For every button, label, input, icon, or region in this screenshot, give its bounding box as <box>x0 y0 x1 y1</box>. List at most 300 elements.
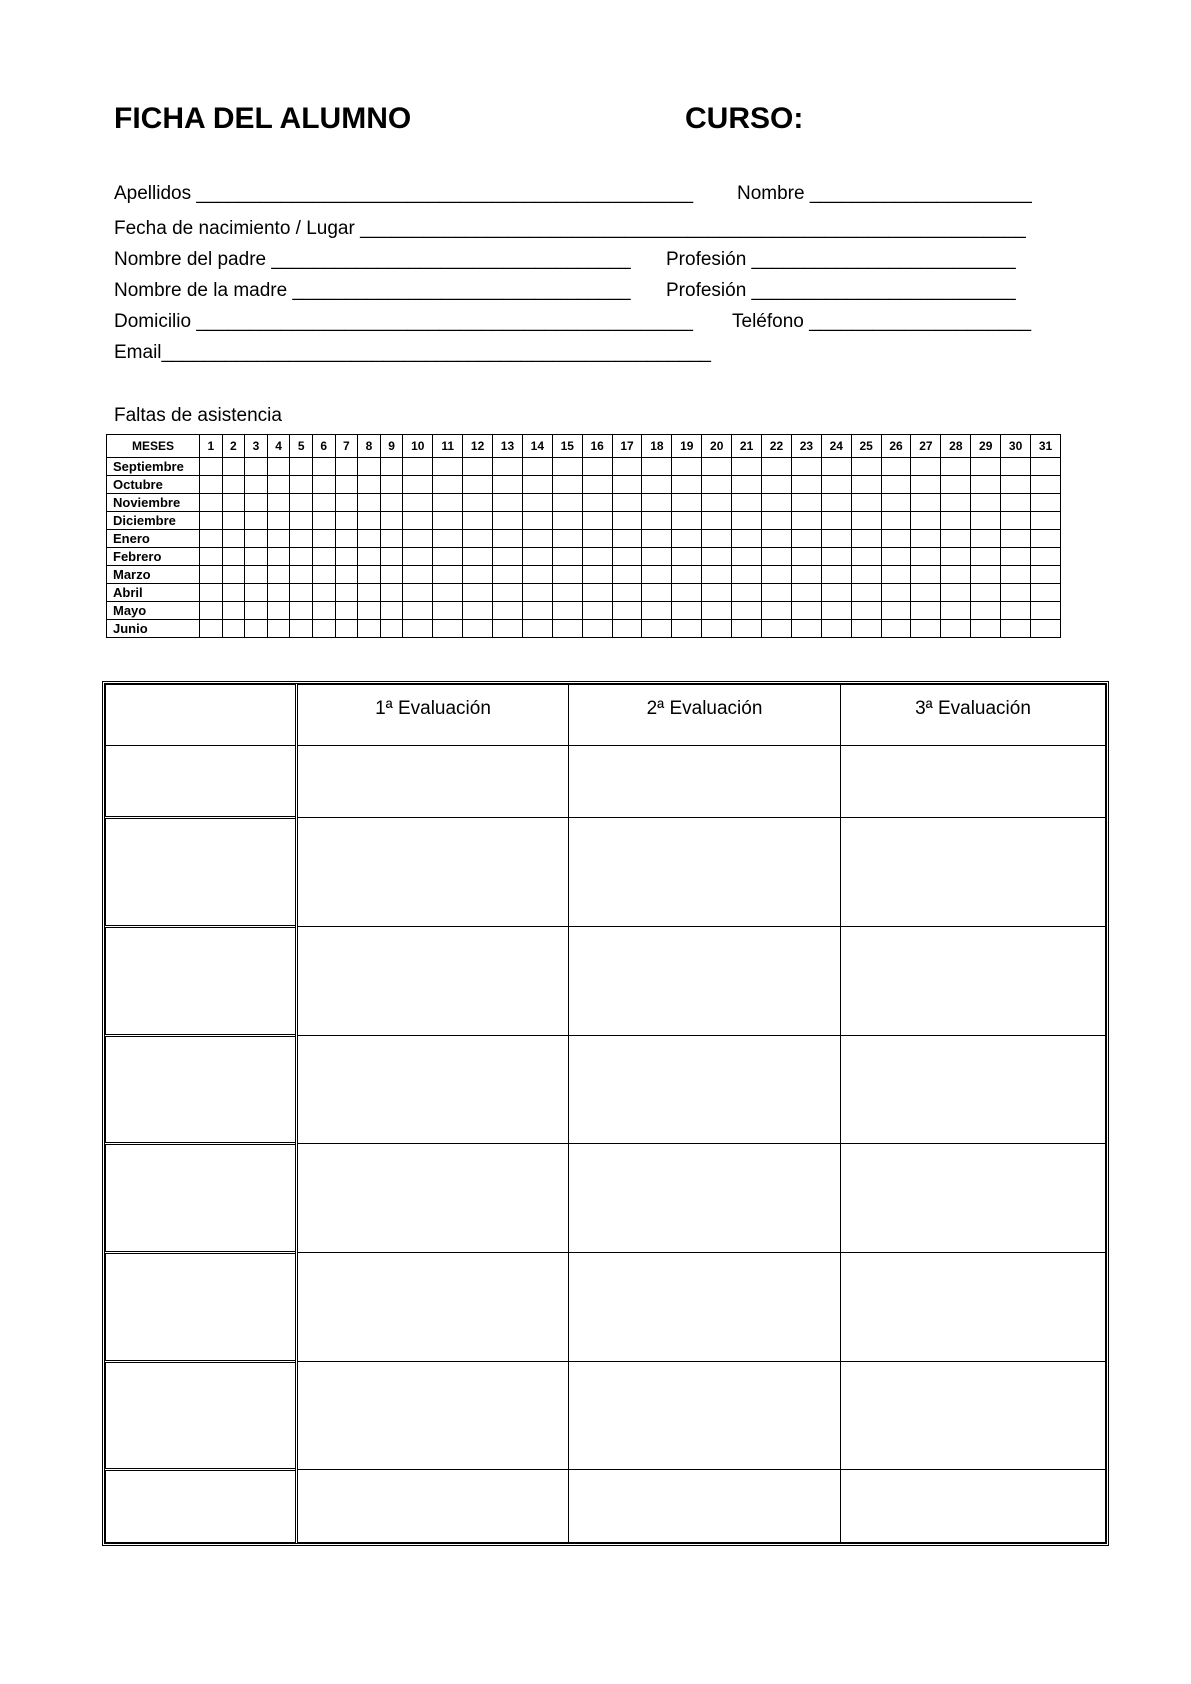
attendance-cell[interactable] <box>552 530 582 548</box>
grade-cell[interactable] <box>569 1361 841 1470</box>
attendance-cell[interactable] <box>522 602 552 620</box>
grade-cell[interactable] <box>297 1361 569 1470</box>
attendance-cell[interactable] <box>911 620 941 638</box>
grade-cell[interactable] <box>841 1035 1106 1144</box>
attendance-cell[interactable] <box>380 530 403 548</box>
attendance-cell[interactable] <box>791 530 821 548</box>
attendance-cell[interactable] <box>312 602 335 620</box>
grade-cell[interactable] <box>569 1253 841 1362</box>
attendance-cell[interactable] <box>941 566 971 584</box>
subject-cell[interactable] <box>106 1470 297 1543</box>
attendance-cell[interactable] <box>200 494 223 512</box>
grade-cell[interactable] <box>297 746 569 818</box>
attendance-cell[interactable] <box>762 548 792 566</box>
attendance-cell[interactable] <box>267 458 290 476</box>
attendance-cell[interactable] <box>522 584 552 602</box>
attendance-cell[interactable] <box>911 566 941 584</box>
grade-cell[interactable] <box>569 818 841 927</box>
attendance-cell[interactable] <box>732 512 762 530</box>
attendance-cell[interactable] <box>762 584 792 602</box>
attendance-cell[interactable] <box>1031 476 1061 494</box>
apellidos-field[interactable]: Apellidos _______________________________________________ <box>114 183 694 204</box>
attendance-cell[interactable] <box>612 458 642 476</box>
attendance-cell[interactable] <box>433 620 463 638</box>
attendance-cell[interactable] <box>335 620 358 638</box>
attendance-cell[interactable] <box>200 548 223 566</box>
attendance-cell[interactable] <box>493 476 523 494</box>
attendance-cell[interactable] <box>1031 494 1061 512</box>
subject-cell[interactable] <box>106 1144 297 1253</box>
attendance-cell[interactable] <box>522 566 552 584</box>
attendance-cell[interactable] <box>702 458 732 476</box>
attendance-cell[interactable] <box>642 530 672 548</box>
attendance-cell[interactable] <box>881 584 911 602</box>
attendance-cell[interactable] <box>1031 566 1061 584</box>
attendance-cell[interactable] <box>791 566 821 584</box>
attendance-cell[interactable] <box>702 620 732 638</box>
attendance-cell[interactable] <box>267 512 290 530</box>
attendance-cell[interactable] <box>672 494 702 512</box>
attendance-cell[interactable] <box>522 548 552 566</box>
attendance-cell[interactable] <box>403 548 433 566</box>
domicilio-field[interactable]: Domicilio _______________________________________________ <box>114 311 693 332</box>
attendance-cell[interactable] <box>433 512 463 530</box>
attendance-cell[interactable] <box>433 566 463 584</box>
attendance-cell[interactable] <box>941 620 971 638</box>
attendance-cell[interactable] <box>672 548 702 566</box>
attendance-cell[interactable] <box>403 494 433 512</box>
attendance-cell[interactable] <box>971 602 1001 620</box>
attendance-cell[interactable] <box>380 476 403 494</box>
attendance-cell[interactable] <box>971 512 1001 530</box>
attendance-cell[interactable] <box>290 530 313 548</box>
attendance-cell[interactable] <box>702 512 732 530</box>
attendance-cell[interactable] <box>267 548 290 566</box>
attendance-cell[interactable] <box>552 494 582 512</box>
attendance-cell[interactable] <box>267 584 290 602</box>
attendance-cell[interactable] <box>881 548 911 566</box>
attendance-cell[interactable] <box>911 548 941 566</box>
attendance-cell[interactable] <box>821 530 851 548</box>
attendance-cell[interactable] <box>821 458 851 476</box>
attendance-cell[interactable] <box>582 494 612 512</box>
attendance-cell[interactable] <box>642 602 672 620</box>
attendance-cell[interactable] <box>791 602 821 620</box>
attendance-cell[interactable] <box>612 512 642 530</box>
attendance-cell[interactable] <box>222 620 245 638</box>
attendance-cell[interactable] <box>1031 602 1061 620</box>
grade-cell[interactable] <box>841 1470 1106 1543</box>
attendance-cell[interactable] <box>222 512 245 530</box>
attendance-cell[interactable] <box>290 476 313 494</box>
attendance-cell[interactable] <box>358 530 381 548</box>
attendance-cell[interactable] <box>522 530 552 548</box>
attendance-cell[interactable] <box>971 584 1001 602</box>
attendance-cell[interactable] <box>881 620 911 638</box>
attendance-cell[interactable] <box>245 512 268 530</box>
attendance-cell[interactable] <box>380 512 403 530</box>
attendance-cell[interactable] <box>493 548 523 566</box>
attendance-cell[interactable] <box>971 476 1001 494</box>
email-field[interactable]: Email____________________________________________________ <box>114 342 711 363</box>
attendance-cell[interactable] <box>403 566 433 584</box>
attendance-cell[interactable] <box>358 548 381 566</box>
attendance-cell[interactable] <box>312 548 335 566</box>
attendance-cell[interactable] <box>791 494 821 512</box>
attendance-cell[interactable] <box>612 620 642 638</box>
attendance-cell[interactable] <box>403 458 433 476</box>
attendance-cell[interactable] <box>403 620 433 638</box>
attendance-cell[interactable] <box>522 458 552 476</box>
attendance-cell[interactable] <box>732 548 762 566</box>
attendance-cell[interactable] <box>732 458 762 476</box>
attendance-cell[interactable] <box>1001 476 1031 494</box>
grade-cell[interactable] <box>841 1361 1106 1470</box>
attendance-cell[interactable] <box>463 566 493 584</box>
attendance-cell[interactable] <box>791 620 821 638</box>
attendance-cell[interactable] <box>911 584 941 602</box>
attendance-cell[interactable] <box>267 476 290 494</box>
attendance-cell[interactable] <box>312 494 335 512</box>
attendance-cell[interactable] <box>971 566 1001 584</box>
grade-cell[interactable] <box>841 746 1106 818</box>
attendance-cell[interactable] <box>335 530 358 548</box>
attendance-cell[interactable] <box>403 530 433 548</box>
attendance-cell[interactable] <box>200 458 223 476</box>
attendance-cell[interactable] <box>762 494 792 512</box>
attendance-cell[interactable] <box>552 548 582 566</box>
grade-cell[interactable] <box>297 1470 569 1543</box>
attendance-cell[interactable] <box>403 602 433 620</box>
grade-cell[interactable] <box>841 1144 1106 1253</box>
attendance-cell[interactable] <box>335 566 358 584</box>
attendance-cell[interactable] <box>312 530 335 548</box>
attendance-cell[interactable] <box>941 602 971 620</box>
attendance-cell[interactable] <box>881 458 911 476</box>
attendance-cell[interactable] <box>245 602 268 620</box>
grade-cell[interactable] <box>297 927 569 1036</box>
attendance-cell[interactable] <box>358 458 381 476</box>
attendance-cell[interactable] <box>312 476 335 494</box>
attendance-cell[interactable] <box>851 566 881 584</box>
attendance-cell[interactable] <box>791 476 821 494</box>
attendance-cell[interactable] <box>791 512 821 530</box>
telefono-field[interactable]: Teléfono _____________________ <box>732 311 1032 332</box>
attendance-cell[interactable] <box>380 602 403 620</box>
subject-cell[interactable] <box>106 927 297 1036</box>
attendance-cell[interactable] <box>493 458 523 476</box>
attendance-cell[interactable] <box>290 512 313 530</box>
attendance-cell[interactable] <box>672 566 702 584</box>
attendance-cell[interactable] <box>1031 584 1061 602</box>
attendance-cell[interactable] <box>642 476 672 494</box>
attendance-cell[interactable] <box>552 512 582 530</box>
attendance-cell[interactable] <box>732 476 762 494</box>
attendance-cell[interactable] <box>222 548 245 566</box>
subject-cell[interactable] <box>106 1361 297 1470</box>
attendance-cell[interactable] <box>642 512 672 530</box>
attendance-cell[interactable] <box>493 494 523 512</box>
attendance-cell[interactable] <box>358 620 381 638</box>
attendance-cell[interactable] <box>380 620 403 638</box>
attendance-cell[interactable] <box>941 458 971 476</box>
attendance-cell[interactable] <box>493 584 523 602</box>
attendance-cell[interactable] <box>200 620 223 638</box>
grade-cell[interactable] <box>841 1253 1106 1362</box>
attendance-cell[interactable] <box>762 530 792 548</box>
attendance-cell[interactable] <box>821 476 851 494</box>
attendance-cell[interactable] <box>971 530 1001 548</box>
attendance-cell[interactable] <box>612 602 642 620</box>
attendance-cell[interactable] <box>821 548 851 566</box>
attendance-cell[interactable] <box>493 566 523 584</box>
attendance-cell[interactable] <box>335 458 358 476</box>
attendance-cell[interactable] <box>380 566 403 584</box>
attendance-cell[interactable] <box>821 494 851 512</box>
attendance-cell[interactable] <box>732 602 762 620</box>
attendance-cell[interactable] <box>941 548 971 566</box>
grade-cell[interactable] <box>297 1253 569 1362</box>
attendance-cell[interactable] <box>821 620 851 638</box>
attendance-cell[interactable] <box>290 566 313 584</box>
grade-cell[interactable] <box>569 1470 841 1543</box>
attendance-cell[interactable] <box>612 584 642 602</box>
attendance-cell[interactable] <box>463 530 493 548</box>
attendance-cell[interactable] <box>911 476 941 494</box>
attendance-cell[interactable] <box>222 458 245 476</box>
attendance-cell[interactable] <box>267 494 290 512</box>
attendance-cell[interactable] <box>672 476 702 494</box>
attendance-cell[interactable] <box>493 530 523 548</box>
attendance-cell[interactable] <box>290 458 313 476</box>
attendance-cell[interactable] <box>433 530 463 548</box>
attendance-cell[interactable] <box>380 458 403 476</box>
attendance-cell[interactable] <box>941 584 971 602</box>
attendance-cell[interactable] <box>433 584 463 602</box>
attendance-cell[interactable] <box>1031 530 1061 548</box>
attendance-cell[interactable] <box>335 494 358 512</box>
attendance-cell[interactable] <box>358 494 381 512</box>
attendance-cell[interactable] <box>552 458 582 476</box>
attendance-cell[interactable] <box>493 512 523 530</box>
attendance-cell[interactable] <box>433 458 463 476</box>
attendance-cell[interactable] <box>335 584 358 602</box>
attendance-cell[interactable] <box>200 566 223 584</box>
attendance-cell[interactable] <box>358 566 381 584</box>
attendance-cell[interactable] <box>200 476 223 494</box>
attendance-cell[interactable] <box>702 476 732 494</box>
subject-cell[interactable] <box>106 818 297 927</box>
attendance-cell[interactable] <box>358 602 381 620</box>
attendance-cell[interactable] <box>881 566 911 584</box>
attendance-cell[interactable] <box>582 458 612 476</box>
attendance-cell[interactable] <box>245 620 268 638</box>
attendance-cell[interactable] <box>222 530 245 548</box>
attendance-cell[interactable] <box>403 512 433 530</box>
attendance-cell[interactable] <box>403 584 433 602</box>
grade-cell[interactable] <box>841 818 1106 927</box>
grade-cell[interactable] <box>569 1035 841 1144</box>
attendance-cell[interactable] <box>672 530 702 548</box>
grade-cell[interactable] <box>569 1144 841 1253</box>
attendance-cell[interactable] <box>433 494 463 512</box>
attendance-cell[interactable] <box>1031 458 1061 476</box>
attendance-cell[interactable] <box>200 512 223 530</box>
profesion-madre-field[interactable]: Profesión _________________________ <box>666 280 1016 301</box>
attendance-cell[interactable] <box>358 476 381 494</box>
attendance-cell[interactable] <box>851 620 881 638</box>
attendance-cell[interactable] <box>1001 602 1031 620</box>
attendance-cell[interactable] <box>851 458 881 476</box>
attendance-cell[interactable] <box>1031 548 1061 566</box>
attendance-cell[interactable] <box>702 548 732 566</box>
attendance-cell[interactable] <box>971 548 1001 566</box>
attendance-cell[interactable] <box>222 584 245 602</box>
attendance-cell[interactable] <box>335 548 358 566</box>
attendance-cell[interactable] <box>290 584 313 602</box>
attendance-cell[interactable] <box>732 620 762 638</box>
attendance-cell[interactable] <box>335 476 358 494</box>
attendance-cell[interactable] <box>222 494 245 512</box>
attendance-cell[interactable] <box>463 494 493 512</box>
attendance-cell[interactable] <box>1001 566 1031 584</box>
attendance-cell[interactable] <box>335 602 358 620</box>
attendance-cell[interactable] <box>222 476 245 494</box>
attendance-cell[interactable] <box>463 584 493 602</box>
attendance-cell[interactable] <box>200 602 223 620</box>
attendance-cell[interactable] <box>267 620 290 638</box>
attendance-cell[interactable] <box>1001 584 1031 602</box>
attendance-cell[interactable] <box>522 512 552 530</box>
attendance-cell[interactable] <box>463 602 493 620</box>
attendance-cell[interactable] <box>267 566 290 584</box>
attendance-cell[interactable] <box>791 548 821 566</box>
attendance-cell[interactable] <box>582 620 612 638</box>
attendance-cell[interactable] <box>267 602 290 620</box>
attendance-cell[interactable] <box>941 494 971 512</box>
attendance-cell[interactable] <box>971 458 1001 476</box>
attendance-cell[interactable] <box>463 620 493 638</box>
attendance-cell[interactable] <box>463 512 493 530</box>
attendance-cell[interactable] <box>245 584 268 602</box>
attendance-cell[interactable] <box>522 494 552 512</box>
attendance-cell[interactable] <box>1031 620 1061 638</box>
attendance-cell[interactable] <box>433 476 463 494</box>
nombre-field[interactable]: Nombre _____________________ <box>737 183 1032 204</box>
attendance-cell[interactable] <box>552 566 582 584</box>
attendance-cell[interactable] <box>881 602 911 620</box>
attendance-cell[interactable] <box>552 602 582 620</box>
attendance-cell[interactable] <box>762 602 792 620</box>
grade-cell[interactable] <box>297 1144 569 1253</box>
attendance-cell[interactable] <box>672 512 702 530</box>
attendance-cell[interactable] <box>642 548 672 566</box>
attendance-cell[interactable] <box>971 620 1001 638</box>
attendance-cell[interactable] <box>245 476 268 494</box>
attendance-cell[interactable] <box>851 476 881 494</box>
attendance-cell[interactable] <box>732 530 762 548</box>
grade-cell[interactable] <box>297 818 569 927</box>
attendance-cell[interactable] <box>672 458 702 476</box>
attendance-cell[interactable] <box>702 530 732 548</box>
attendance-cell[interactable] <box>672 620 702 638</box>
attendance-cell[interactable] <box>851 512 881 530</box>
grade-cell[interactable] <box>569 746 841 818</box>
attendance-cell[interactable] <box>851 548 881 566</box>
attendance-cell[interactable] <box>290 548 313 566</box>
attendance-cell[interactable] <box>881 530 911 548</box>
attendance-cell[interactable] <box>1001 494 1031 512</box>
attendance-cell[interactable] <box>612 476 642 494</box>
subject-cell[interactable] <box>106 746 297 818</box>
attendance-cell[interactable] <box>732 494 762 512</box>
attendance-cell[interactable] <box>552 620 582 638</box>
attendance-cell[interactable] <box>582 566 612 584</box>
attendance-cell[interactable] <box>552 476 582 494</box>
attendance-cell[interactable] <box>762 458 792 476</box>
attendance-cell[interactable] <box>290 602 313 620</box>
attendance-cell[interactable] <box>612 566 642 584</box>
attendance-cell[interactable] <box>312 458 335 476</box>
attendance-cell[interactable] <box>911 602 941 620</box>
attendance-cell[interactable] <box>851 584 881 602</box>
attendance-cell[interactable] <box>851 602 881 620</box>
attendance-cell[interactable] <box>911 512 941 530</box>
attendance-cell[interactable] <box>380 494 403 512</box>
attendance-cell[interactable] <box>552 584 582 602</box>
attendance-cell[interactable] <box>971 494 1001 512</box>
attendance-cell[interactable] <box>582 584 612 602</box>
attendance-cell[interactable] <box>582 548 612 566</box>
attendance-cell[interactable] <box>312 584 335 602</box>
attendance-cell[interactable] <box>1001 512 1031 530</box>
attendance-cell[interactable] <box>642 458 672 476</box>
nombre-madre-field[interactable]: Nombre de la madre ________________________________ <box>114 280 631 301</box>
attendance-cell[interactable] <box>732 584 762 602</box>
attendance-cell[interactable] <box>433 602 463 620</box>
attendance-cell[interactable] <box>851 494 881 512</box>
attendance-cell[interactable] <box>493 602 523 620</box>
attendance-cell[interactable] <box>245 458 268 476</box>
attendance-cell[interactable] <box>881 494 911 512</box>
attendance-cell[interactable] <box>702 584 732 602</box>
attendance-cell[interactable] <box>245 548 268 566</box>
attendance-cell[interactable] <box>290 620 313 638</box>
attendance-cell[interactable] <box>881 476 911 494</box>
attendance-cell[interactable] <box>642 566 672 584</box>
attendance-cell[interactable] <box>582 602 612 620</box>
attendance-cell[interactable] <box>911 494 941 512</box>
attendance-cell[interactable] <box>821 566 851 584</box>
attendance-cell[interactable] <box>642 620 672 638</box>
attendance-cell[interactable] <box>911 530 941 548</box>
attendance-cell[interactable] <box>612 494 642 512</box>
grade-cell[interactable] <box>569 927 841 1036</box>
attendance-cell[interactable] <box>1001 458 1031 476</box>
attendance-cell[interactable] <box>245 566 268 584</box>
attendance-cell[interactable] <box>433 548 463 566</box>
nombre-padre-field[interactable]: Nombre del padre __________________________________ <box>114 249 631 270</box>
attendance-cell[interactable] <box>312 512 335 530</box>
attendance-cell[interactable] <box>941 530 971 548</box>
attendance-cell[interactable] <box>358 512 381 530</box>
attendance-cell[interactable] <box>672 602 702 620</box>
attendance-cell[interactable] <box>791 584 821 602</box>
attendance-cell[interactable] <box>1001 548 1031 566</box>
attendance-cell[interactable] <box>762 512 792 530</box>
attendance-cell[interactable] <box>642 494 672 512</box>
attendance-cell[interactable] <box>702 566 732 584</box>
